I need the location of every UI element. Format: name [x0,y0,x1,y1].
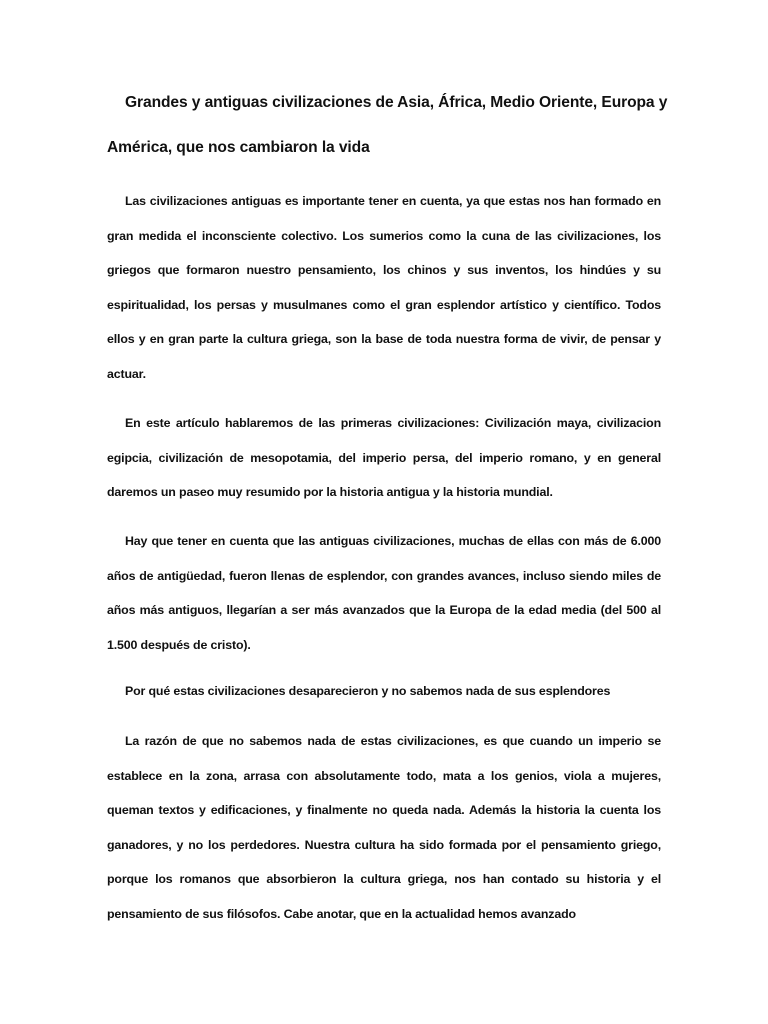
paragraph-disappearance-reason: La razón de que no sabemos nada de estas civilizaciones, es que cuando un imperio se establece en la zona, arrasa con absolutamente todo, mata a los genios, viola a mujeres, queman textos y edificaciones, y finalmente no queda nada. Además la historia la cuenta los ganadores, y no los perdedores. Nuestra cultura ha sido formada por el pensamiento griego, porque los romanos que absorbieron la cultura griega, nos han contado su historia y el pensamiento de sus filósofos. Cabe anotar, que en la actualidad hemos avanzado [107,734,661,921]
paragraph-ancient-advances: Hay que tener en cuenta que las antiguas civilizaciones, muchas de ellas con más de 6.000 años de antigüedad, fueron llenas de esplendor, con grandes avances, incluso siendo miles de años más antiguos, llegarían a ser más avanzados que la Europa de la edad media (del 500 al 1.500 después de cristo). [107,534,661,652]
section-heading: Por qué estas civilizaciones desaparecieron y no sabemos nada de sus esplendores [125,684,611,698]
paragraph-intro: Las civilizaciones antiguas es importante tener en cuenta, ya que estas nos han formado en gran medida el inconsciente colectivo. Los sumerios como la cuna de las civilizaciones, los griegos que formaron nuestro pensamiento, los chinos y sus inventos, los hindúes y su espiritualidad, los persas y musulmanes como el gran esplendor artístico y científico. Todos ellos y en gran parte la cultura griega, son la base de toda nuestra forma de vivir, de pensar y actuar. [107,194,661,381]
document-title-line-2: América, que nos cambiaron la vida [107,139,370,156]
paragraph-article-scope: En este artículo hablaremos de las primeras civilizaciones: Civilización maya, civilizacion egipcia, civilización de mesopotamia, del imperio persa, del imperio romano, y en general daremos un paseo muy resumido por la historia antigua y la historia mundial. [107,416,661,500]
document-title-line-1: Grandes y antiguas civilizaciones de Asia, África, Medio Oriente, Europa y [125,94,668,111]
